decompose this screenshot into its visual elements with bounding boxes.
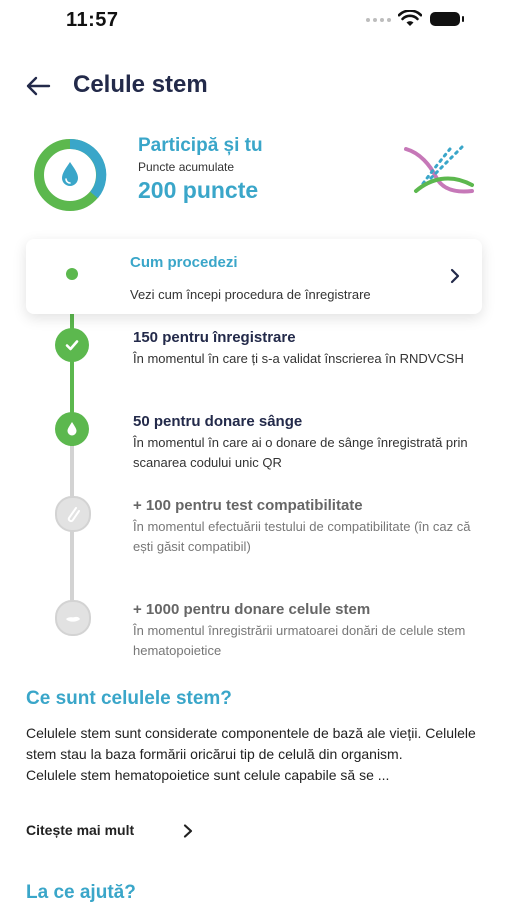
step-title: + 1000 pentru donare celule stem [133, 601, 371, 618]
back-arrow-icon[interactable] [24, 74, 52, 98]
next-section-title: La ce ajută? [26, 882, 136, 903]
check-icon [62, 335, 82, 355]
step-node-stem-cell-donation [55, 600, 91, 636]
wifi-icon [398, 10, 422, 28]
test-tube-icon [64, 505, 82, 523]
procedure-card[interactable] [26, 239, 482, 314]
timeline-start-dot [66, 268, 78, 280]
signal-icon [366, 18, 391, 22]
drop-icon [62, 419, 82, 439]
step-stem-cell-donation [133, 600, 473, 661]
step-node-registration [55, 328, 89, 362]
step-title: + 100 pentru test compatibilitate [133, 497, 363, 514]
points-subtitle: Puncte acumulate [138, 160, 235, 174]
step-description: În momentul efectuării testului de compatibilitate (în caz că ești găsit compatibil) [133, 519, 471, 554]
drop-ring-icon [32, 137, 108, 213]
read-more-link[interactable]: Citește mai mult [26, 822, 135, 838]
step-node-blood-donation [55, 412, 89, 446]
points-title: Participă și tu [138, 135, 263, 156]
procedure-title: Cum procedezi [130, 254, 238, 271]
status-bar [0, 0, 507, 40]
step-title: 50 pentru donare sânge [133, 413, 303, 430]
step-title: 150 pentru înregistrare [133, 329, 296, 346]
points-value: 200 puncte [138, 177, 259, 203]
procedure-description: Vezi cum începi procedura de înregistrare [130, 287, 371, 302]
step-compatibility-test [133, 496, 473, 557]
step-blood-donation [133, 412, 473, 473]
battery-icon [430, 12, 460, 26]
chevron-right-icon[interactable] [182, 823, 194, 839]
info-section-title: Ce sunt celulele stem? [26, 688, 232, 709]
step-registration [133, 328, 473, 369]
step-node-compatibility-test [55, 496, 91, 532]
step-description: În momentul în care ai o donare de sânge înregistrată prin scanarea codului unic QR [133, 435, 468, 470]
step-description: În momentul în care ți s-a validat înscrierea în RNDVCSH [133, 351, 464, 366]
page-title: Celule stem [73, 71, 208, 98]
brand-logo [402, 143, 476, 197]
info-section-body: Celulele stem sunt considerate componentele de bază ale vieții. Celulele stem stau la baza formării oricărui tip de celulă din organism. Celulele stem hematopoietice sunt celule capabile să se ... [26, 725, 476, 783]
chevron-right-icon [448, 267, 462, 285]
status-time: 11:57 [66, 9, 119, 31]
stem-cell-icon [63, 608, 83, 628]
step-description: În momentul înregistrării urmatoarei donări de celule stem hematopoietice [133, 623, 466, 658]
